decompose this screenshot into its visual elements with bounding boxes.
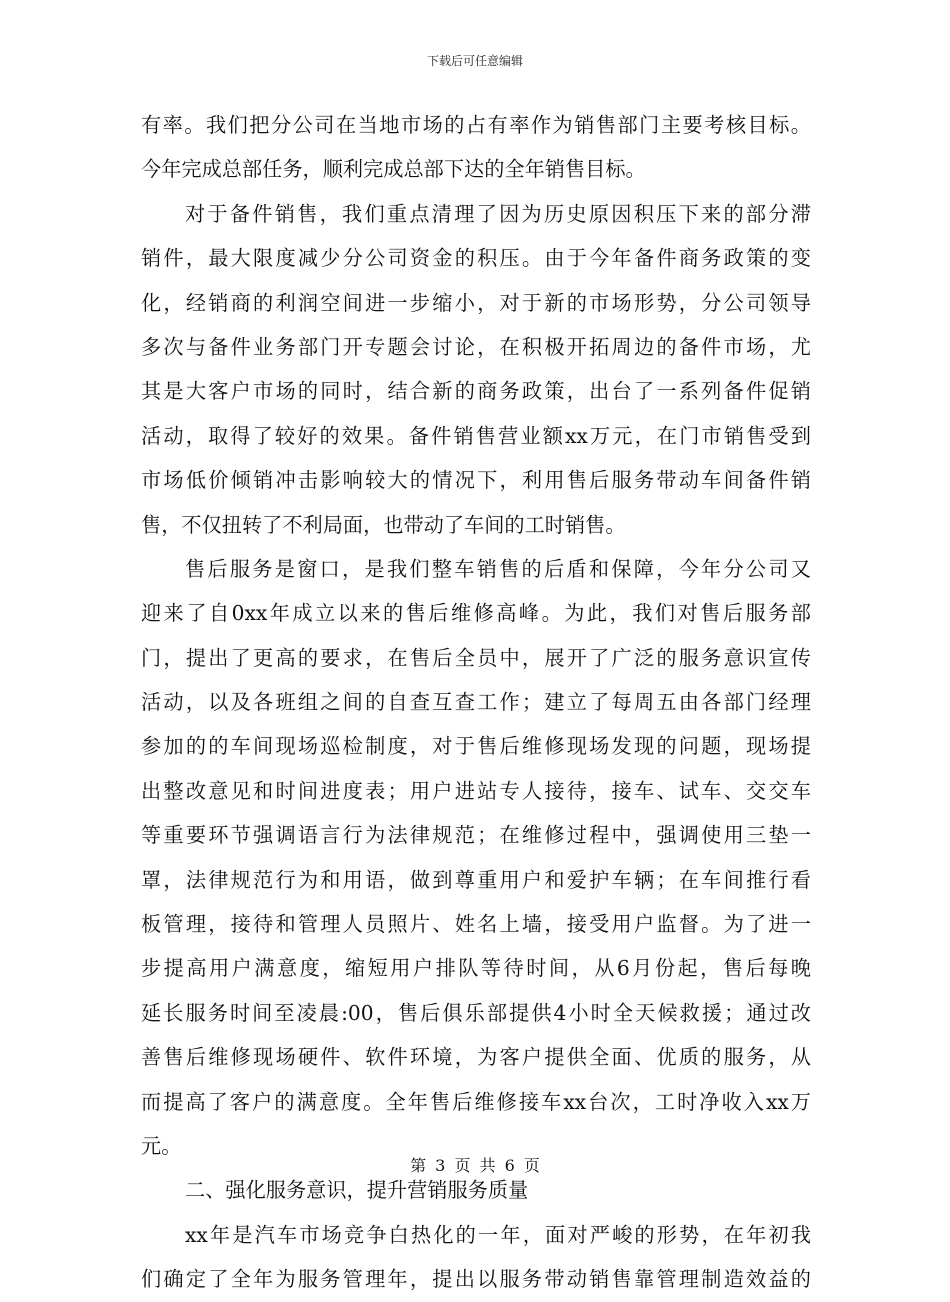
- body-line: 活动，以及各班组之间的自查互查工作；建立了每周五由各部门经理: [141, 690, 811, 715]
- body-line: 等重要环节强调语言行为法律规范；在维修过程中，强调使用三垫一: [141, 823, 811, 848]
- body-line: 参加的的车间现场巡检制度，对于售后维修现场发现的问题，现场提: [141, 734, 811, 759]
- body-line: 们确定了全年为服务管理年，提出以服务带动销售靠管理制造效益的: [141, 1267, 811, 1292]
- body-line: 迎来了自0xx年成立以来的售后维修高峰。为此，我们对售后服务部: [141, 601, 811, 626]
- body-line: 售后服务是窗口，是我们整车销售的后盾和保障，今年分公司又: [185, 556, 811, 581]
- section-heading: 二、强化服务意识，提升营销服务质量: [185, 1178, 529, 1203]
- page-number: 第 3 页 共 6 页: [410, 1156, 540, 1175]
- body-line: 有率。我们把分公司在当地市场的占有率作为销售部门主要考核目标。: [141, 113, 811, 137]
- page-header: 下载后可任意编辑: [426, 54, 523, 68]
- body-line: 元。: [141, 1133, 182, 1158]
- body-line: 延长服务时间至凌晨:00，售后俱乐部提供4小时全天候救援；通过改: [141, 1000, 811, 1025]
- body-line: 门，提出了更高的要求，在售后全员中，展开了广泛的服务意识宣传: [141, 645, 811, 670]
- body-line: 市场低价倾销冲击影响较大的情况下，利用售后服务带动车间备件销: [141, 468, 811, 493]
- body-line: 多次与备件业务部门开专题会讨论，在积极开拓周边的备件市场，尤: [141, 334, 811, 359]
- body-line: 罩，法律规范行为和用语，做到尊重用户和爱护车辆；在车间推行看: [141, 867, 811, 892]
- body-line: 板管理，接待和管理人员照片、姓名上墙，接受用户监督。为了进一: [141, 912, 811, 937]
- body-line: 而提高了客户的满意度。全年售后维修接车xx台次，工时净收入xx万: [141, 1089, 811, 1114]
- body-line: 销件，最大限度减少分公司资金的积压。由于今年备件商务政策的变: [141, 246, 811, 271]
- body-line: 善售后维修现场硬件、软件环境，为客户提供全面、优质的服务，从: [141, 1045, 811, 1070]
- body-line: 今年完成总部任务，顺利完成总部下达的全年销售目标。: [141, 157, 646, 182]
- body-line: 出整改意见和时间进度表；用户进站专人接待，接车、试车、交交车: [141, 778, 811, 803]
- body-line: 化，经销商的利润空间进一步缩小，对于新的市场形势，分公司领导: [141, 290, 811, 315]
- body-line: 步提高用户满意度，缩短用户排队等待时间，从6月份起，售后每晚: [141, 956, 811, 981]
- body-line: 对于备件销售，我们重点清理了因为历史原因积压下来的部分滞: [185, 201, 811, 226]
- body-line: xx年是汽车市场竞争白热化的一年，面对严峻的形势，在年初我: [185, 1222, 811, 1247]
- body-line: 售，不仅扭转了不利局面，也带动了车间的工时销售。: [141, 512, 626, 537]
- body-line: 活动，取得了较好的效果。备件销售营业额xx万元，在门市销售受到: [141, 423, 811, 448]
- document-body: [141, 103, 811, 1302]
- body-line: 其是大客户市场的同时，结合新的商务政策，出台了一系列备件促销: [141, 379, 811, 404]
